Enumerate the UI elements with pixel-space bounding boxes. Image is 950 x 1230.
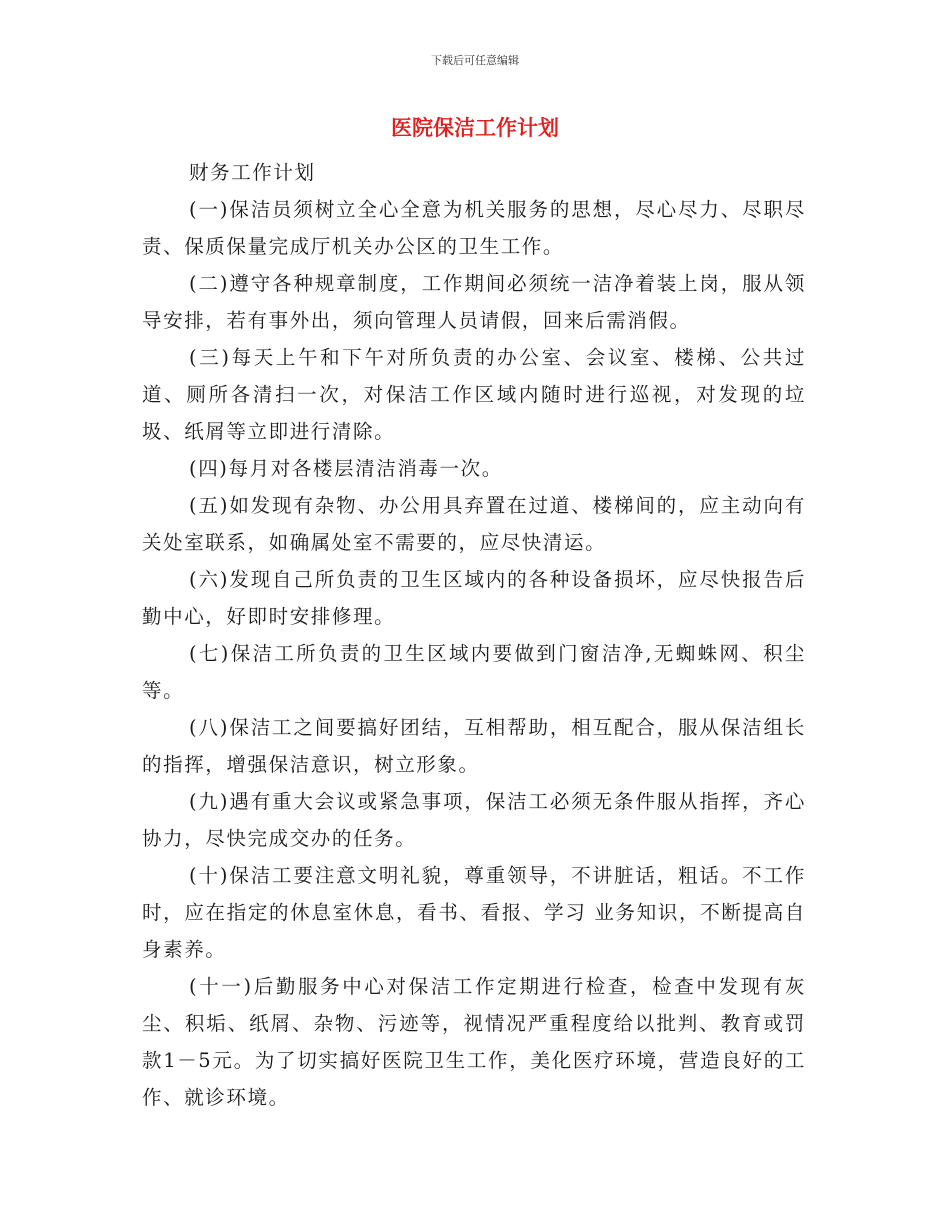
paragraph: (二)遵守各种规章制度，工作期间必须统一洁净着装上岗，服从领导安排，若有事外出，须向管理人员请假，回来后需消假。 — [142, 272, 806, 332]
paragraph: (三)每天上午和下午对所负责的办公室、会议室、楼梯、公共过道、厕所各清扫一次，对保洁工作区域内随时进行巡视，对发现的垃圾、纸屑等立即进行清除。 — [142, 346, 806, 443]
document-title: 医院保洁工作计划 — [391, 116, 559, 140]
paragraph: (十一)后勤服务中心对保洁工作定期进行检查，检查中发现有灰尘、积垢、纸屑、杂物、污迹等，视情况严重程度给以批判、教育或罚款1－5元。为了切实搞好医院卫生工作，美化医疗环境，营造良好的工作、就诊环境。 — [142, 975, 806, 1109]
paragraph: (七)保洁工所负责的卫生区域内要做到门窗洁净,无蜘蛛网、积尘等。 — [142, 642, 806, 702]
header-note: 下载后可任意编辑 — [431, 54, 519, 67]
document-body — [142, 154, 806, 1116]
paragraph: (九)遇有重大会议或紧急事项，保洁工必须无条件服从指挥，齐心协力，尽快完成交办的任务。 — [142, 790, 806, 850]
paragraph: (四)每月对各楼层清洁消毒一次。 — [189, 457, 503, 480]
paragraph: (六)发现自己所负责的卫生区域内的各种设备损坏，应尽快报告后勤中心，好即时安排修理。 — [142, 568, 806, 628]
paragraph: (八)保洁工之间要搞好团结，互相帮助，相互配合，服从保洁组长的指挥，增强保洁意识，树立形象。 — [142, 716, 806, 776]
paragraph: (五)如发现有杂物、办公用具弃置在过道、楼梯间的，应主动向有关处室联系，如确属处室不需要的，应尽快清运。 — [142, 494, 806, 554]
paragraph: (十)保洁工要注意文明礼貌，尊重领导，不讲脏话，粗话。不工作时，应在指定的休息室休息，看书、看报、学习 业务知识，不断提高自身素养。 — [142, 864, 806, 961]
paragraph: 财务工作计划 — [189, 161, 316, 184]
paragraph: (一)保洁员须树立全心全意为机关服务的思想，尽心尽力、尽职尽责、保质保量完成厅机关办公区的卫生工作。 — [142, 198, 806, 258]
